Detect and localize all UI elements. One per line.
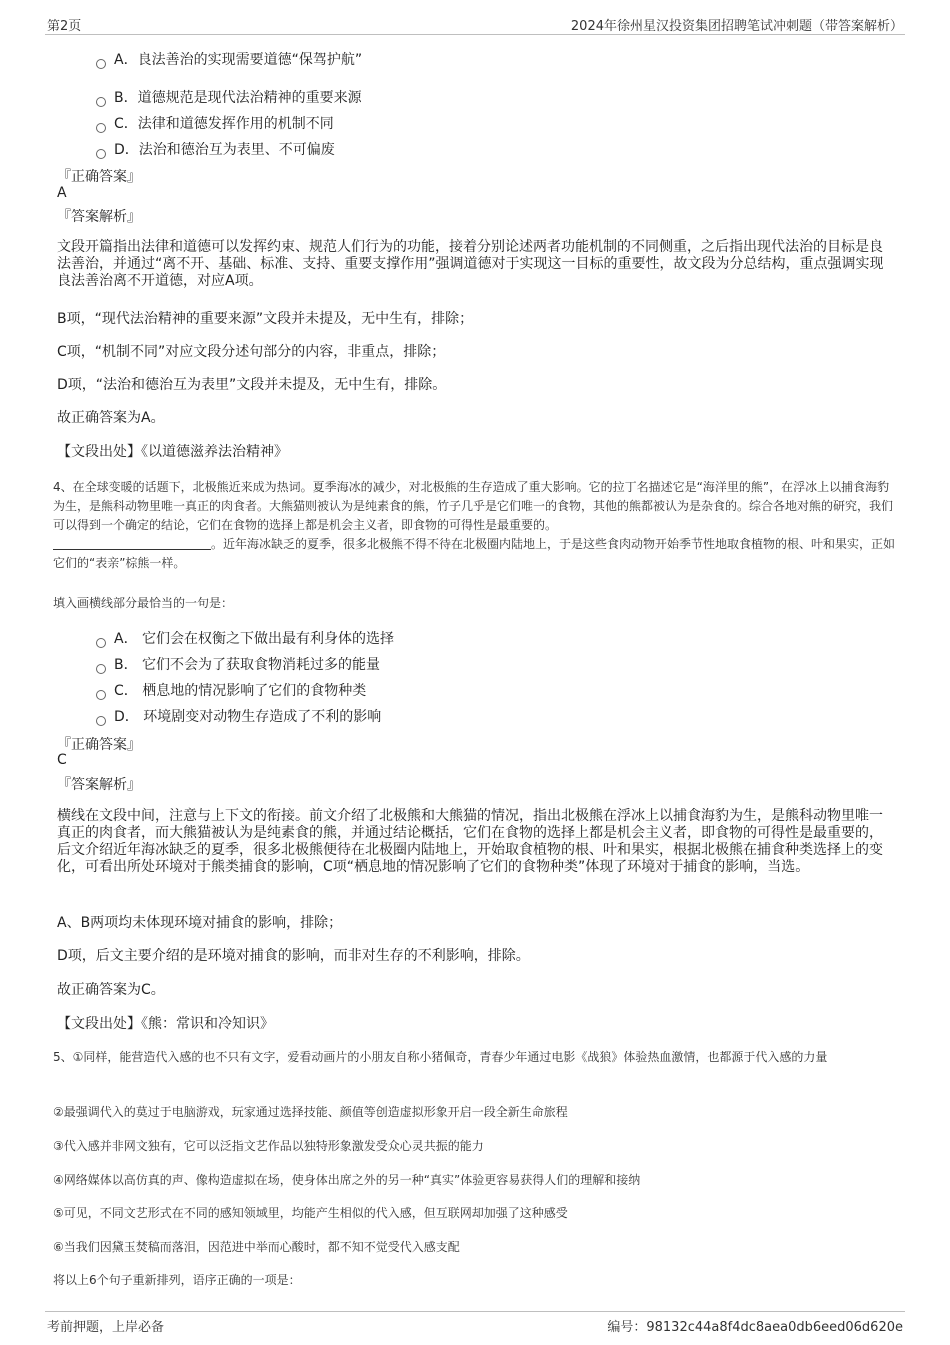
q4-stem: 4、在全球变暖的话题下，北极熊近来成为热词。夏季海冰的减少，对北极熊的生存造成了重大影响。它的拉丁名描述它是“海洋里的熊”，在浮冰上以捕食海豹为生，是熊科动物里唯一真正的肉食者。大熊猫则被认为是纯素食的熊，竹子几乎是它们唯一的食物，其他的熊都被认为是杂食的。综合各地对熊的研究，我们可以得到一个确定的结论，它们在食物的选择上都是机会主义者，即食物的可得性是最重要的。 。近年海冰缺乏的夏季，很多北极熊不得不待在北极圈内陆地上，于是这些食肉动物开始季节性地取食植物的根、叶和果实，正如它们的“表亲”棕熊一样。 [53, 480, 896, 570]
document-title: 2024年徐州星汉投资集团招聘笔试冲刺题（带答案解析） [570, 19, 903, 34]
document-id: 编号：98132c44a8f4dc8aea0db6eed06d620e [607, 1320, 903, 1335]
q4-analysis-conclusion: 故正确答案为C。 [57, 982, 165, 998]
q4-source: 【文段出处】《熊：常识和冷知识》 [57, 1016, 274, 1032]
q3-option-d[interactable]: D．法治和德治互为表里、不可偏废 [96, 139, 335, 159]
q5-sentence-3: ③代入感并非网文独有，它可以泛指文艺作品以独特形象激发受众心灵共振的能力 [53, 1139, 484, 1153]
radio-icon[interactable] [96, 97, 106, 107]
q3-analysis-conclusion: 故正确答案为A。 [57, 410, 165, 426]
q3-option-b[interactable]: B．道德规范是现代法治精神的重要来源 [96, 87, 362, 107]
q3-analysis-c: C项，“机制不同”对应文段分述句部分的内容，非重点，排除； [57, 344, 446, 360]
q3-option-c[interactable]: C．法律和道德发挥作用的机制不同 [96, 113, 334, 133]
radio-icon[interactable] [96, 638, 106, 648]
q4-option-b[interactable]: B． 它们不会为了获取食物消耗过多的能量 [96, 654, 380, 674]
q4-analysis-ab: A、B两项均未体现环境对捕食的影响，排除； [57, 915, 343, 931]
q4-analysis-d: D项，后文主要介绍的是环境对捕食的影响，而非对生存的不利影响，排除。 [57, 948, 530, 964]
q5-sentence-6: ⑥当我们因黛玉焚稿而落泪，因范进中举而心酸时，都不知不觉受代入感支配 [53, 1240, 460, 1254]
q5-sentence-5: ⑤可见，不同文艺形式在不同的感知领域里，均能产生相似的代入感，但互联网却加强了这种感受 [53, 1206, 568, 1220]
q4-answer-label: 『正确答案』 [57, 737, 141, 753]
q4-option-a[interactable]: A． 它们会在权衡之下做出最有利身体的选择 [96, 628, 394, 648]
radio-icon[interactable] [96, 716, 106, 726]
q4-analysis-main: 横线在文段中间，注意与上下文的衔接。前文介绍了北极熊和大熊猫的情况，指出北极熊在浮冰上以捕食海豹为生，是熊科动物里唯一真正的肉食者，而大熊猫被认为是纯素食的熊，并通过结论概括，它们在食物的选择上都是机会主义者，即食物的可得性是最重要的，后文介绍近年海冰缺乏的夏季，很多北极熊便待在北极圈内陆地上，开始取食植物的根、叶和果实，根据北极熊在捕食种类选择上的变化，可看出所处环境对于熊类捕食的影响，C项“栖息地的情况影响了它们的食物种类”体现了环境对于捕食的影响，当选。 [57, 808, 883, 875]
radio-icon[interactable] [96, 149, 106, 159]
q3-analysis-main: 文段开篇指出法律和道德可以发挥约束、规范人们行为的功能，接着分别论述两者功能机制的不同侧重，之后指出现代法治的目标是良法善治，并通过“离不开、基础、标准、支持、重要支撑作用”强调道德对于实现这一目标的重要性，故文段为分总结构，重点强调实现良法善治离不开道德，对应A项。 [57, 239, 884, 289]
radio-icon[interactable] [96, 59, 106, 69]
q5-stem: 5、①同样，能营造代入感的也不只有文字，爱看动画片的小朋友自称小猪佩奇，青春少年通过电影《战狼》体验热血激情，也都源于代入感的力量 [53, 1050, 828, 1064]
q4-option-d[interactable]: D． 环境剧变对动物生存造成了不利的影响 [96, 706, 381, 726]
fill-blank [53, 537, 211, 550]
q4-prompt: 填入画横线部分最恰当的一句是： [53, 596, 234, 610]
q4-answer: C [57, 752, 67, 768]
q3-analysis-d: D项，“法治和德治互为表里”文段并未提及，无中生有，排除。 [57, 377, 447, 393]
radio-icon[interactable] [96, 664, 106, 674]
page-number: 第2页 [47, 19, 82, 34]
q3-option-a[interactable]: A．良法善治的实现需要道德“保驾护航” [96, 49, 362, 69]
q4-analysis-label: 『答案解析』 [57, 777, 141, 793]
q3-analysis-b: B项，“现代法治精神的重要来源”文段并未提及，无中生有，排除； [57, 311, 474, 327]
q3-answer: A [57, 185, 67, 201]
q5-sentence-4: ④网络媒体以高仿真的声、像构造虚拟在场，使身体出席之外的另一种“真实”体验更容易获得人们的理解和接纳 [53, 1173, 641, 1187]
q4-option-c[interactable]: C． 栖息地的情况影响了它们的食物种类 [96, 680, 366, 700]
radio-icon[interactable] [96, 690, 106, 700]
page-header [45, 14, 905, 35]
q3-answer-label: 『正确答案』 [57, 169, 141, 185]
footer-slogan: 考前押题，上岸必备 [47, 1320, 165, 1335]
radio-icon[interactable] [96, 123, 106, 133]
q3-source: 【文段出处】《以道德滋养法治精神》 [57, 444, 288, 460]
q5-sentence-2: ②最强调代入的莫过于电脑游戏，玩家通过选择技能、颜值等创造虚拟形象开启一段全新生命旅程 [53, 1105, 568, 1119]
page-footer [45, 1311, 905, 1336]
q5-prompt: 将以上6个句子重新排列，语序正确的一项是： [53, 1273, 301, 1287]
q3-analysis-label: 『答案解析』 [57, 209, 141, 225]
